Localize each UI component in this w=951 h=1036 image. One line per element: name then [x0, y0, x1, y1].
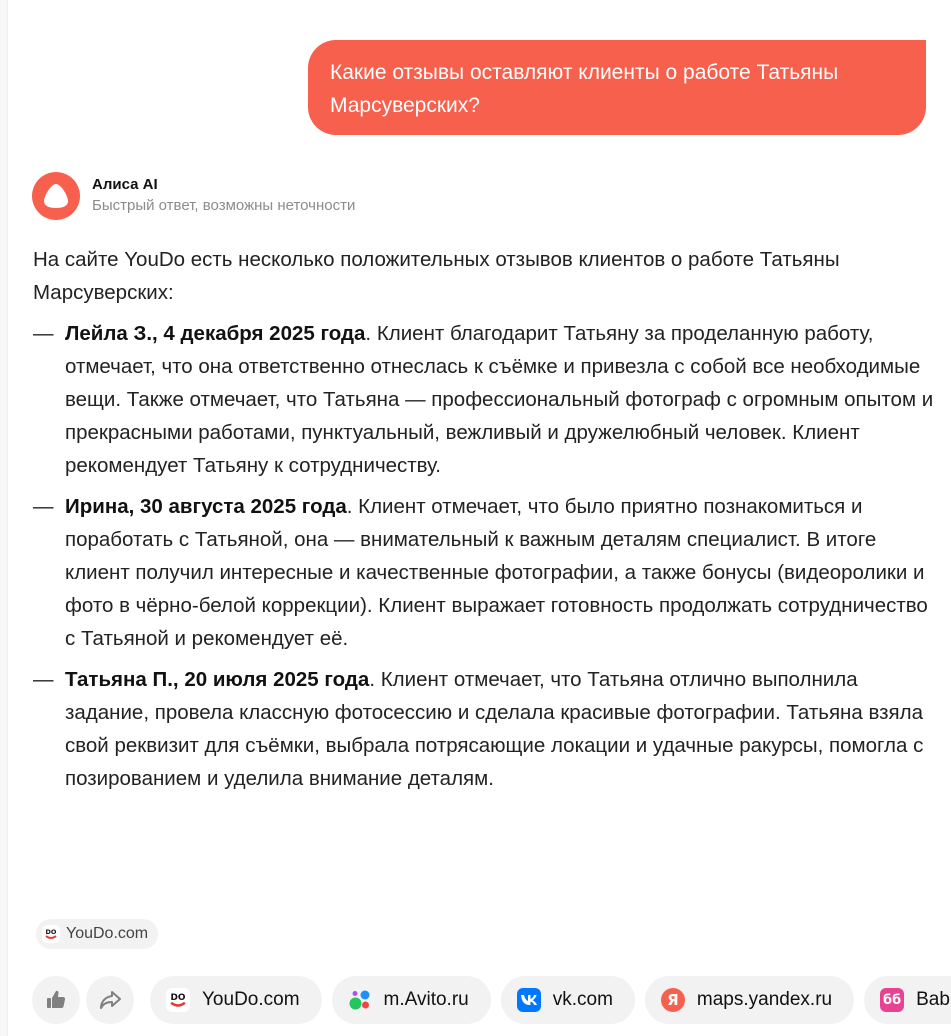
source-label: vk.com: [552, 989, 613, 1010]
footer-actions: [32, 976, 951, 1024]
left-rail: [0, 0, 8, 1036]
svg-text:DO: DO: [170, 993, 186, 1003]
list-dash: —: [33, 495, 54, 518]
user-message-bubble: [308, 40, 926, 135]
review-item: [33, 490, 938, 655]
inline-source-label: YouDo.com: [66, 925, 149, 942]
source-label: YouDo.com: [202, 989, 300, 1010]
vk-icon: [517, 988, 541, 1012]
youdo-icon: [166, 988, 190, 1012]
review-author-date: Татьяна П., 20 июля 2025 года: [65, 668, 370, 691]
source-label: maps.yandex.ru: [696, 989, 833, 1010]
babyblog-icon: бб: [880, 988, 904, 1012]
thumbs-up-icon: [44, 988, 68, 1012]
source-chip-avito[interactable]: [332, 976, 491, 1024]
source-label: Bab: [916, 989, 950, 1010]
inline-source-chip[interactable]: [36, 919, 158, 949]
yandex-icon: Я: [661, 988, 685, 1012]
source-label: m.Avito.ru: [383, 989, 469, 1010]
review-item: [33, 317, 938, 482]
assistant-name: Алиса AI: [92, 176, 158, 193]
svg-text:DO: DO: [45, 928, 57, 936]
review-text: . Клиент благодарит Татьяну за проделанную работу, отмечает, что она ответственно отнеслась к съёмке и привезла с собой все необходимые вещи. Также отмечает, что Татьяна — профессиональный фотограф с огромным опытом и прекрасными работами, пунктуальный, вежливый и дружелюбный человек. Клиент рекомендует Татьяну к сотрудничеству.: [65, 322, 934, 477]
list-dash: —: [33, 668, 54, 691]
review-text: . Клиент отмечает, что Татьяна отлично выполнила задание, провела классную фотосессию и сделала красивые фотографии. Татьяна взяла свой реквизит для съёмки, выбрала потрясающие локации и удачные ракурсы, помогла с позированием и уделила внимание деталям.: [65, 668, 924, 790]
assistant-answer: [33, 243, 938, 803]
share-button[interactable]: [86, 976, 134, 1024]
source-chip-yandex-maps[interactable]: [645, 976, 854, 1024]
youdo-icon: [42, 925, 60, 943]
answer-intro: На сайте YouDo есть несколько положительных отзывов клиентов о работе Татьяны Марсуверских:: [33, 248, 840, 304]
share-icon: [97, 988, 123, 1012]
avito-icon: [348, 988, 372, 1012]
review-author-date: Лейла З., 4 декабря 2025 года: [65, 322, 366, 345]
list-dash: —: [33, 322, 54, 345]
user-message-text: Какие отзывы оставляют клиенты о работе Татьяны Марсуверских?: [330, 61, 839, 117]
source-chip-vk[interactable]: [501, 976, 635, 1024]
source-chip-youdo[interactable]: [150, 976, 322, 1024]
assistant-header: [32, 172, 355, 220]
review-text: . Клиент отмечает, что было приятно познакомиться и поработать с Татьяной, она — внимательный к важным деталям специалист. В итоге клиент получил интересные и качественные фотографии, а также бонусы (видеоролики и фото в чёрно-белой коррекции). Клиент выражает готовность продолжать сотрудничество с Татьяной и рекомендует её.: [65, 495, 928, 650]
source-chip-babyblog[interactable]: [864, 976, 951, 1024]
assistant-disclaimer: Быстрый ответ, возможны неточности: [92, 197, 356, 214]
like-button[interactable]: [32, 976, 80, 1024]
review-author-date: Ирина, 30 августа 2025 года: [65, 495, 347, 518]
alice-logo-icon: [32, 172, 80, 220]
review-item: [33, 663, 938, 795]
